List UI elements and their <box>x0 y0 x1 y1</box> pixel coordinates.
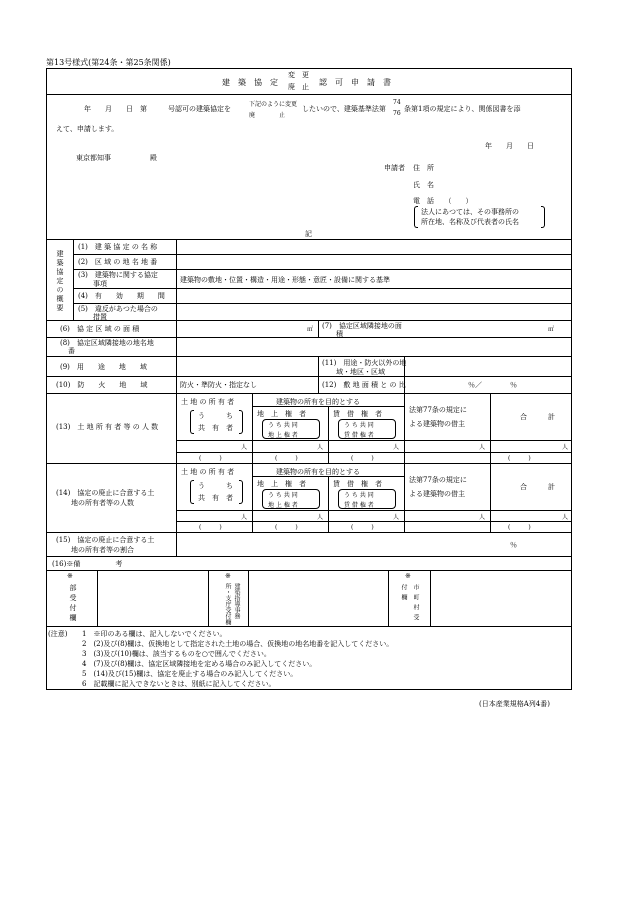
col-line <box>430 570 431 626</box>
row-5-label: (5) 違反があつた場合の <box>78 305 158 313</box>
row-16-label: (16)※備 考 <box>52 560 123 568</box>
person-unit: 人 <box>317 514 324 521</box>
row-line <box>73 254 572 255</box>
person-unit: 人 <box>393 444 400 451</box>
row-3-value: 建築物の敷地・位置・構造・用途・形態・意匠・設備に関する基準 <box>180 276 390 284</box>
bracket-right <box>239 480 243 504</box>
col-line <box>490 393 491 532</box>
col-line <box>176 393 177 532</box>
owner-label-14: 土 地 の 所 有 者 <box>181 468 235 476</box>
office-receipt-label: 建築指導事務所・支庁受付欄 <box>224 583 240 625</box>
row-line <box>46 239 572 240</box>
title-abolish: 廃 止 <box>288 83 309 91</box>
row-line <box>46 320 572 321</box>
row-12-value: ％／ ％ <box>468 381 517 389</box>
paren-count: ( ) <box>351 455 374 462</box>
person-unit: 人 <box>393 514 400 521</box>
col-line <box>248 570 249 626</box>
purpose-label-13: 建築物の所有を目的とする <box>276 398 360 406</box>
chinshaku2-13: 賃 借 権 者 <box>344 432 374 439</box>
application-date: 年 月 日 <box>485 142 534 150</box>
col-line <box>176 356 177 393</box>
addressee: 東京都知事 <box>76 154 111 162</box>
col-line <box>73 239 74 320</box>
col-line <box>404 393 405 532</box>
intro-line1c: 条第1項の規定により、関係図書を添 <box>404 105 521 113</box>
row-line <box>46 393 572 394</box>
col-line <box>176 320 177 356</box>
corp-note-2: 所在地、名称及び代表者の氏名 <box>421 218 519 226</box>
row-2-label: (2) 区 域 の 地 名 地 番 <box>78 258 158 266</box>
footer-standard: (日本産業規格A列4番) <box>479 700 550 708</box>
applicant-address: 住 所 <box>413 164 434 172</box>
row-line <box>46 556 572 557</box>
applicant-phone: 電 話 （ ） <box>413 197 473 205</box>
row-line <box>318 376 572 377</box>
chijoken-label-14: 地 上 権 者 <box>257 480 306 488</box>
col-line <box>328 476 329 532</box>
row-11-label-2: 域・地区・区域 <box>336 368 385 376</box>
row-10-label: (10) 防 火 地 域 <box>56 381 148 389</box>
row-line <box>46 532 572 533</box>
city-receipt-label: 市町村受付欄 <box>400 584 419 624</box>
paren-count: ( ) <box>275 455 298 462</box>
overview-label: 建築協定の概要 <box>56 250 64 313</box>
row-10-value: 防火・準防火・指定なし <box>180 381 257 389</box>
person-unit: 人 <box>479 444 486 451</box>
row-12-label: (12) 敷 地 面 積 と の 比 <box>322 381 406 389</box>
row-6-label: (6) 協 定 区 域 の 面 積 <box>60 325 140 333</box>
person-unit: 人 <box>241 514 248 521</box>
row-line <box>73 288 572 289</box>
row-line <box>46 356 572 357</box>
row-14-label-2: 地の所有者等の人数 <box>71 499 134 507</box>
chijoken-label-13: 地 上 権 者 <box>257 410 306 418</box>
note-1: 1 ※印のある欄は、記入しないでください。 <box>82 630 227 638</box>
receipt-mark-dept: ※ <box>67 572 73 580</box>
row-3-label-2: 事項 <box>93 280 107 288</box>
row-line <box>176 440 572 441</box>
person-unit: 人 <box>562 444 569 451</box>
art77-label-13b: よる建築物の借主 <box>409 420 465 428</box>
applicant-label: 申請者 <box>384 164 405 172</box>
purpose-label-14: 建築物の所有を目的とする <box>276 468 360 476</box>
paren-count: ( ) <box>199 524 222 531</box>
paren-count: ( ) <box>351 524 374 531</box>
intro-change: 下記のように変更 <box>249 101 298 108</box>
col-line <box>318 320 319 337</box>
title-part1: 建 築 協 定 <box>222 78 278 87</box>
receipt-mark-office: ※ <box>225 572 231 580</box>
receipt-mark-city: ※ <box>405 572 411 580</box>
chinshaku-label-14: 賃 借 権 者 <box>333 480 382 488</box>
row-15-label-2: 地の所有者等の割合 <box>71 546 134 554</box>
total-label-14: 合 計 <box>520 483 555 491</box>
application-form <box>46 68 572 690</box>
row-11-label: (11) 用途・防火以外の地 <box>322 359 407 367</box>
row-line <box>46 570 572 571</box>
col-line <box>176 532 177 556</box>
row-line <box>176 510 572 511</box>
title-change: 変 更 <box>288 71 309 79</box>
note-4: 4 (7)及び(8)欄は、協定区域隣接地を定める場合のみ記入してください。 <box>82 660 317 668</box>
uchi-label-14: う ち <box>198 482 233 490</box>
col-line <box>252 393 253 532</box>
total-label-13: 合 計 <box>520 413 555 421</box>
col-line <box>208 570 209 626</box>
kyoyu-label-14: 共 有 者 <box>198 494 233 502</box>
applicant-name: 氏 名 <box>413 181 434 189</box>
paren-count: ( ) <box>199 455 222 462</box>
note-6: 6 記載欄に記入できないときは、別紙に記入してください。 <box>82 680 276 688</box>
row-15-label: (15) 協定の廃止に合意する土 <box>56 536 155 544</box>
row-7-label-2: 積 <box>336 330 343 338</box>
chijoken2-14: 地 上 権 者 <box>268 502 298 509</box>
chijoken2-13: 地 上 権 者 <box>268 432 298 439</box>
bracket-left <box>190 410 194 434</box>
col-line <box>176 239 177 320</box>
col-line <box>97 570 98 626</box>
col-line <box>388 570 389 626</box>
person-unit: 人 <box>241 444 248 451</box>
intro-article-74: 74 <box>393 99 401 106</box>
row-5-label-2: 措置 <box>93 313 107 321</box>
notes-label: (注意) <box>48 630 68 638</box>
dept-receipt-label: 部受付欄 <box>69 584 77 624</box>
row-line <box>46 626 572 627</box>
row-7-label: (7) 協定区域隣接地の面 <box>322 322 402 330</box>
honorific: 殿 <box>150 154 157 162</box>
row-8-label: (8) 協定区域隣接地の地名地 <box>60 339 154 347</box>
intro-line2: えて、申請します。 <box>56 125 119 133</box>
art77-label-13a: 法第77条の規定に <box>409 406 467 414</box>
intro-line1b: したいので、建築基準法第 <box>302 105 386 113</box>
paren-count: ( ) <box>275 524 298 531</box>
person-unit: 人 <box>479 514 486 521</box>
bracket-right <box>541 206 545 228</box>
title-part2: 認 可 申 請 書 <box>319 78 391 87</box>
person-unit: 人 <box>317 444 324 451</box>
uchi-kyodo-14a: う ち 共 同 <box>268 492 298 499</box>
row-9-label: (9) 用 途 地 域 <box>60 363 147 371</box>
intro-line1a: 年 月 日 第 号認可の建築協定を <box>84 105 231 113</box>
art77-label-14b: よる建築物の借主 <box>409 490 465 498</box>
person-unit: 人 <box>562 514 569 521</box>
row-8-label-2: 番 <box>68 347 75 355</box>
uchi-kyodo-13b: う ち 共 同 <box>344 422 374 429</box>
chinshaku2-14: 賃 借 権 者 <box>344 502 374 509</box>
intro-abolish: 廃 止 <box>249 112 286 119</box>
bracket-right <box>239 410 243 434</box>
row-15-unit: ％ <box>510 541 517 549</box>
uchi-label-13: う ち <box>198 412 233 420</box>
bracket-left <box>190 480 194 504</box>
kyoyu-label-13: 共 有 者 <box>198 424 233 432</box>
paren-count: ( ) <box>508 455 531 462</box>
art77-label-14a: 法第77条の規定に <box>409 476 467 484</box>
title-divider <box>46 94 572 95</box>
row-13-label: (13) 土 地 所 有 者 等 の 人 数 <box>56 423 159 431</box>
row-1-label: (1) 建 築 協 定 の 名 称 <box>78 243 158 251</box>
chinshaku-label-13: 賃 借 権 者 <box>333 410 382 418</box>
paren-count: ( ) <box>508 524 531 531</box>
note-3: 3 (3)及び(10)欄は、該当するものを○で囲んでください。 <box>82 650 271 658</box>
col-line <box>318 356 319 393</box>
uchi-kyodo-13a: う ち 共 同 <box>268 422 298 429</box>
row-14-label: (14) 協定の廃止に合意する土 <box>56 489 155 497</box>
corp-note-1: 法人にあつては、その事務所の <box>421 208 519 216</box>
intro-article-76: 76 <box>393 110 401 117</box>
owner-label-13: 土 地 の 所 有 者 <box>181 398 235 406</box>
row-6-unit: ㎡ <box>307 326 314 333</box>
form-number: 第13号様式(第24条・第25条関係) <box>46 58 171 67</box>
row-4-label: (4) 有 効 期 間 <box>78 292 165 300</box>
bracket-left <box>414 206 418 228</box>
note-5: 5 (14)及び(15)欄は、協定を廃止する場合のみ記入してください。 <box>82 670 298 678</box>
row-7-unit: ㎡ <box>548 326 555 333</box>
uchi-kyodo-14b: う ち 共 同 <box>344 492 374 499</box>
note-2: 2 (2)及び(8)欄は、仮換地として指定された土地の場合、仮換地の地名地番を記入してください。 <box>82 640 394 648</box>
ki-label: 記 <box>305 230 312 238</box>
col-line <box>328 406 329 463</box>
row-line <box>46 463 572 464</box>
row-3-label: (3) 建築物に関する協定 <box>78 271 158 279</box>
